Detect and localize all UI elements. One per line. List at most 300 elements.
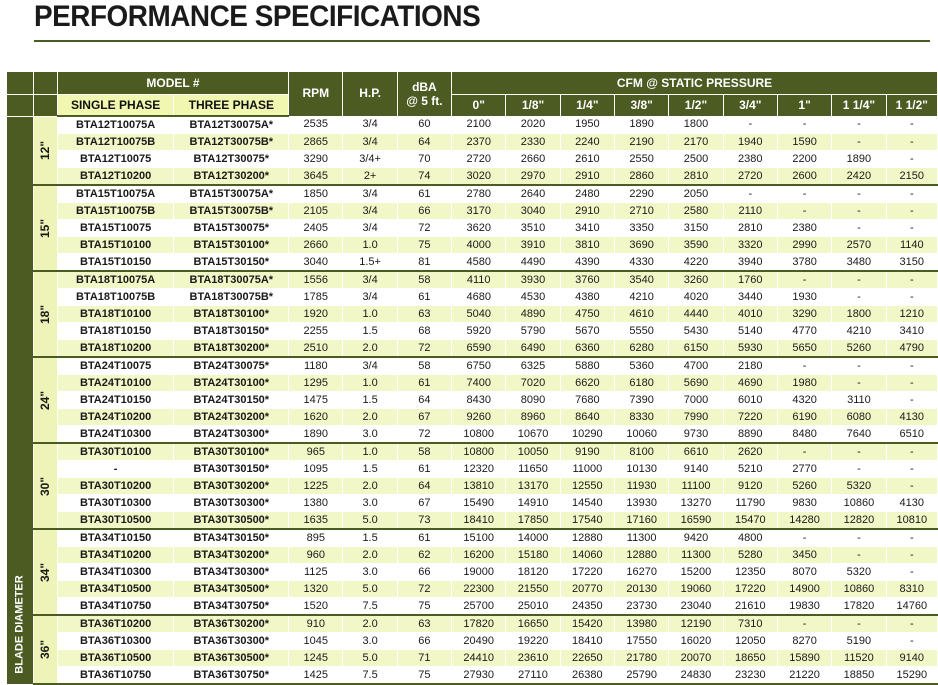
hp-value: 3/4 xyxy=(343,203,397,220)
cfm-value: 17820 xyxy=(832,598,886,616)
cfm-value: - xyxy=(777,615,831,633)
cfm-value: 21220 xyxy=(777,667,831,685)
cfm-value: - xyxy=(886,615,937,633)
three-phase-model: BTA24T30100* xyxy=(174,375,289,392)
cfm-value: 4770 xyxy=(777,323,831,340)
dba-label: dBA xyxy=(412,79,437,94)
table-row xyxy=(7,615,938,633)
dba-value: 71 xyxy=(397,650,451,667)
cfm-value: 4220 xyxy=(669,254,723,272)
cfm-value: - xyxy=(832,357,886,375)
single-phase-model: BTA30T10200 xyxy=(57,478,174,495)
single-phase-model: BTA36T10300 xyxy=(57,633,174,650)
cfm-value: 6190 xyxy=(777,409,831,426)
cfm-value: 2500 xyxy=(669,151,723,168)
cfm-value: 15420 xyxy=(560,615,614,633)
hp-header: H.P. xyxy=(343,72,397,116)
diameter-text: 36" xyxy=(37,639,52,660)
hp-value: 1.0 xyxy=(343,443,397,461)
cfm-value: 10130 xyxy=(615,461,669,478)
cfm-value: 4330 xyxy=(615,254,669,272)
cfm-value: 22650 xyxy=(560,650,614,667)
cfm-value: - xyxy=(832,461,886,478)
cfm-value: 2620 xyxy=(723,443,777,461)
table-row xyxy=(7,116,938,134)
cfm-value: 14280 xyxy=(777,512,831,530)
three-phase-model: BTA18T30100* xyxy=(174,306,289,323)
single-phase-model: BTA30T10300 xyxy=(57,495,174,512)
rpm-value: 1850 xyxy=(289,185,343,203)
cfm-value: 7400 xyxy=(452,375,506,392)
cfm-value: 4010 xyxy=(723,306,777,323)
cfm-value: - xyxy=(886,134,937,151)
diameter-group-label xyxy=(33,271,57,357)
three-phase-model: BTA12T30075* xyxy=(174,151,289,168)
rpm-value: 1320 xyxy=(289,581,343,598)
three-phase-model: BTA34T30300* xyxy=(174,564,289,581)
single-phase-model: - xyxy=(57,461,174,478)
single-phase-model: BTA18T10075B xyxy=(57,289,174,306)
cfm-value: 2550 xyxy=(615,151,669,168)
cfm-value: 10800 xyxy=(452,443,506,461)
cfm-value: 4000 xyxy=(452,237,506,254)
single-phase-model: BTA12T10200 xyxy=(57,168,174,186)
cfm-value: 9140 xyxy=(886,650,937,667)
cfm-value: 6750 xyxy=(452,357,506,375)
hp-value: 3/4 xyxy=(343,220,397,237)
cfm-value: 5210 xyxy=(723,461,777,478)
dba-value: 72 xyxy=(397,581,451,598)
single-phase-model: BTA34T10200 xyxy=(57,547,174,564)
cfm-value: 1800 xyxy=(669,116,723,134)
hp-value: 3/4 xyxy=(343,357,397,375)
cfm-value: 1930 xyxy=(777,289,831,306)
single-phase-model: BTA12T10075A xyxy=(57,116,174,134)
cfm-value: 2380 xyxy=(723,151,777,168)
corner-cell xyxy=(7,72,33,95)
rpm-value: 1556 xyxy=(289,271,343,289)
single-phase-model: BTA15T10075A xyxy=(57,185,174,203)
table-row xyxy=(7,375,938,392)
cfm-value: 2600 xyxy=(777,168,831,186)
cfm-value: 25790 xyxy=(615,667,669,685)
hp-value: 2.0 xyxy=(343,547,397,564)
three-phase-model: BTA12T30075B* xyxy=(174,134,289,151)
three-phase-header: THREE PHASE xyxy=(174,95,289,117)
corner-cell xyxy=(33,95,57,117)
dba-header xyxy=(397,72,451,116)
rpm-value: 1635 xyxy=(289,512,343,530)
cfm-value: 8270 xyxy=(777,633,831,650)
cfm-value: 10050 xyxy=(506,443,560,461)
table-row xyxy=(7,667,938,685)
single-phase-model: BTA30T10500 xyxy=(57,512,174,530)
dba-value: 58 xyxy=(397,443,451,461)
three-phase-model: BTA15T30100* xyxy=(174,237,289,254)
dba-value: 75 xyxy=(397,237,451,254)
cfm-value: 4750 xyxy=(560,306,614,323)
pressure-header: 1/2" xyxy=(669,95,723,117)
cfm-value: 2200 xyxy=(777,151,831,168)
table-row xyxy=(7,392,938,409)
cfm-value: 6590 xyxy=(452,340,506,358)
three-phase-model: BTA34T30500* xyxy=(174,581,289,598)
cfm-value: - xyxy=(777,116,831,134)
cfm-value: - xyxy=(832,443,886,461)
cfm-value: - xyxy=(886,357,937,375)
cfm-value: - xyxy=(886,116,937,134)
rpm-value: 1095 xyxy=(289,461,343,478)
cfm-value: 4580 xyxy=(452,254,506,272)
hp-value: 1.5 xyxy=(343,392,397,409)
cfm-value: 2240 xyxy=(560,134,614,151)
cfm-value: 5140 xyxy=(723,323,777,340)
dba-value: 61 xyxy=(397,185,451,203)
hp-value: 1.5+ xyxy=(343,254,397,272)
hp-value: 7.5 xyxy=(343,667,397,685)
rpm-value: 2255 xyxy=(289,323,343,340)
cfm-value: 1940 xyxy=(723,134,777,151)
cfm-value: 15890 xyxy=(777,650,831,667)
hp-value: 2.0 xyxy=(343,615,397,633)
cfm-value: 8960 xyxy=(506,409,560,426)
cfm-value: 17550 xyxy=(615,633,669,650)
hp-value: 3.0 xyxy=(343,495,397,512)
three-phase-model: BTA34T30200* xyxy=(174,547,289,564)
cfm-value: - xyxy=(886,564,937,581)
cfm-value: 27110 xyxy=(506,667,560,685)
cfm-value: 8330 xyxy=(615,409,669,426)
dba-value: 68 xyxy=(397,323,451,340)
hp-value: 3/4 xyxy=(343,271,397,289)
cfm-value: - xyxy=(886,478,937,495)
cfm-value: 4490 xyxy=(506,254,560,272)
cfm-value: 17160 xyxy=(615,512,669,530)
cfm-value: 1890 xyxy=(832,151,886,168)
cfm-value: 13980 xyxy=(615,615,669,633)
cfm-value: 1890 xyxy=(615,116,669,134)
cfm-value: 12820 xyxy=(832,512,886,530)
rpm-value: 2660 xyxy=(289,237,343,254)
hp-value: 3.0 xyxy=(343,633,397,650)
cfm-value: 1140 xyxy=(886,237,937,254)
rpm-value: 1890 xyxy=(289,426,343,444)
cfm-value: - xyxy=(886,443,937,461)
cfm-value: 4390 xyxy=(560,254,614,272)
cfm-value: 3910 xyxy=(506,237,560,254)
cfm-value: 3760 xyxy=(560,271,614,289)
cfm-value: 15200 xyxy=(669,564,723,581)
cfm-value: 3810 xyxy=(560,237,614,254)
cfm-value: 2970 xyxy=(506,168,560,186)
dba-value: 61 xyxy=(397,461,451,478)
table-row xyxy=(7,134,938,151)
cfm-value: 14000 xyxy=(506,529,560,547)
cfm-value: 4530 xyxy=(506,289,560,306)
cfm-value: 2050 xyxy=(669,185,723,203)
cfm-value: 8430 xyxy=(452,392,506,409)
pressure-header: 1/8" xyxy=(506,95,560,117)
cfm-value: 3260 xyxy=(669,271,723,289)
cfm-value: 2480 xyxy=(560,185,614,203)
cfm-value: 14760 xyxy=(886,598,937,616)
cfm-value: 5550 xyxy=(615,323,669,340)
cfm-value: - xyxy=(886,289,937,306)
cfm-value: 8310 xyxy=(886,581,937,598)
hp-value: 3/4+ xyxy=(343,151,397,168)
table-row xyxy=(7,254,938,272)
three-phase-model: BTA24T30150* xyxy=(174,392,289,409)
cfm-value: 12350 xyxy=(723,564,777,581)
cfm-value: - xyxy=(886,633,937,650)
hp-value: 5.0 xyxy=(343,581,397,598)
cfm-value: 15470 xyxy=(723,512,777,530)
cfm-value: 2640 xyxy=(506,185,560,203)
cfm-value: 3350 xyxy=(615,220,669,237)
cfm-value: 5880 xyxy=(560,357,614,375)
cfm-value: 2770 xyxy=(777,461,831,478)
cfm-value: 11520 xyxy=(832,650,886,667)
cfm-value: 2580 xyxy=(669,203,723,220)
cfm-value: 2190 xyxy=(615,134,669,151)
cfm-value: 23040 xyxy=(669,598,723,616)
single-phase-model: BTA15T10075 xyxy=(57,220,174,237)
table-row xyxy=(7,650,938,667)
rpm-value: 2405 xyxy=(289,220,343,237)
three-phase-model: BTA30T30500* xyxy=(174,512,289,530)
table-row xyxy=(7,581,938,598)
rpm-value: 2105 xyxy=(289,203,343,220)
model-header: MODEL # xyxy=(57,72,288,95)
rpm-value: 1475 xyxy=(289,392,343,409)
rpm-value: 1425 xyxy=(289,667,343,685)
cfm-value: 5260 xyxy=(777,478,831,495)
cfm-value: 6360 xyxy=(560,340,614,358)
cfm-value: - xyxy=(832,134,886,151)
cfm-value: 8070 xyxy=(777,564,831,581)
cfm-value: 12880 xyxy=(615,547,669,564)
cfm-value: 11300 xyxy=(669,547,723,564)
cfm-value: 14900 xyxy=(777,581,831,598)
dba-value: 61 xyxy=(397,375,451,392)
cfm-value: 3780 xyxy=(777,254,831,272)
single-phase-model: BTA24T10300 xyxy=(57,426,174,444)
cfm-value: 3170 xyxy=(452,203,506,220)
cfm-value: 8890 xyxy=(723,426,777,444)
cfm-value: 8090 xyxy=(506,392,560,409)
table-row xyxy=(7,289,938,306)
cfm-value: 5360 xyxy=(615,357,669,375)
table-row xyxy=(7,633,938,650)
cfm-value: 15490 xyxy=(452,495,506,512)
hp-value: 3.0 xyxy=(343,426,397,444)
cfm-value: 24350 xyxy=(560,598,614,616)
cfm-value: 9730 xyxy=(669,426,723,444)
rpm-value: 1380 xyxy=(289,495,343,512)
rpm-value: 965 xyxy=(289,443,343,461)
rpm-header: RPM xyxy=(289,72,343,116)
cfm-value: - xyxy=(886,392,937,409)
cfm-value: 21550 xyxy=(506,581,560,598)
pressure-header: 3/4" xyxy=(723,95,777,117)
cfm-value: 3510 xyxy=(506,220,560,237)
cfm-value: 2290 xyxy=(615,185,669,203)
hp-value: 3/4 xyxy=(343,289,397,306)
table-row xyxy=(7,598,938,616)
cfm-value: 20490 xyxy=(452,633,506,650)
cfm-value: 7310 xyxy=(723,615,777,633)
dba-value: 63 xyxy=(397,306,451,323)
single-phase-model: BTA30T10100 xyxy=(57,443,174,461)
three-phase-model: BTA34T30750* xyxy=(174,598,289,616)
cfm-value: 5260 xyxy=(832,340,886,358)
cfm-value: - xyxy=(723,116,777,134)
cfm-value: 3940 xyxy=(723,254,777,272)
cfm-value: 20130 xyxy=(615,581,669,598)
cfm-value: 4790 xyxy=(886,340,937,358)
cfm-value: 12190 xyxy=(669,615,723,633)
three-phase-model: BTA36T30300* xyxy=(174,633,289,650)
cfm-value: 16270 xyxy=(615,564,669,581)
rpm-value: 1520 xyxy=(289,598,343,616)
cfm-value: 19830 xyxy=(777,598,831,616)
cfm-value: 6280 xyxy=(615,340,669,358)
cfm-value: 4610 xyxy=(615,306,669,323)
three-phase-model: BTA36T30750* xyxy=(174,667,289,685)
three-phase-model: BTA15T30075A* xyxy=(174,185,289,203)
rpm-value: 1620 xyxy=(289,409,343,426)
cfm-value: 2330 xyxy=(506,134,560,151)
cfm-value: 3620 xyxy=(452,220,506,237)
rpm-value: 910 xyxy=(289,615,343,633)
table-row xyxy=(7,168,938,186)
dba-value: 72 xyxy=(397,426,451,444)
cfm-value: 19220 xyxy=(506,633,560,650)
rpm-value: 1225 xyxy=(289,478,343,495)
cfm-value: - xyxy=(886,185,937,203)
cfm-value: 2810 xyxy=(669,168,723,186)
single-phase-model: BTA36T10500 xyxy=(57,650,174,667)
cfm-value: 2020 xyxy=(506,116,560,134)
cfm-value: - xyxy=(777,185,831,203)
cfm-value: 11000 xyxy=(560,461,614,478)
cfm-value: - xyxy=(832,289,886,306)
cfm-value: 10670 xyxy=(506,426,560,444)
cfm-value: - xyxy=(777,529,831,547)
table-row xyxy=(7,478,938,495)
cfm-value: 2720 xyxy=(723,168,777,186)
cfm-value: 15100 xyxy=(452,529,506,547)
blade-diameter-label xyxy=(7,116,33,684)
single-phase-model: BTA18T10150 xyxy=(57,323,174,340)
cfm-value: - xyxy=(886,461,937,478)
three-phase-model: BTA18T30075B* xyxy=(174,289,289,306)
cfm-value: 3150 xyxy=(669,220,723,237)
three-phase-model: BTA30T30200* xyxy=(174,478,289,495)
cfm-value: 19060 xyxy=(669,581,723,598)
cfm-value: 2780 xyxy=(452,185,506,203)
cfm-value: - xyxy=(886,529,937,547)
cfm-value: 2370 xyxy=(452,134,506,151)
three-phase-model: BTA18T30200* xyxy=(174,340,289,358)
cfm-value: 23230 xyxy=(723,667,777,685)
cfm-value: 4800 xyxy=(723,529,777,547)
cfm-value: 2720 xyxy=(452,151,506,168)
rpm-value: 960 xyxy=(289,547,343,564)
cfm-value: 21780 xyxy=(615,650,669,667)
cfm-value: 7000 xyxy=(669,392,723,409)
cfm-value: 24830 xyxy=(669,667,723,685)
cfm-value: 3690 xyxy=(615,237,669,254)
dba-value: 64 xyxy=(397,478,451,495)
single-phase-model: BTA15T10100 xyxy=(57,237,174,254)
hp-value: 1.5 xyxy=(343,323,397,340)
cfm-value: 5320 xyxy=(832,478,886,495)
cfm-value: - xyxy=(832,220,886,237)
cfm-value: 8100 xyxy=(615,443,669,461)
cfm-value: 17220 xyxy=(560,564,614,581)
cfm-value: 3440 xyxy=(723,289,777,306)
rpm-value: 2510 xyxy=(289,340,343,358)
cfm-value: 5320 xyxy=(832,564,886,581)
rpm-value: 2865 xyxy=(289,134,343,151)
cfm-value: 10810 xyxy=(886,512,937,530)
cfm-value: 5670 xyxy=(560,323,614,340)
cfm-value: 2150 xyxy=(886,168,937,186)
diameter-text: 30" xyxy=(37,476,52,496)
hp-value: 3/4 xyxy=(343,116,397,134)
cfm-value: 9120 xyxy=(723,478,777,495)
rpm-value: 1180 xyxy=(289,357,343,375)
table-row xyxy=(7,185,938,203)
cfm-value: 5190 xyxy=(832,633,886,650)
performance-table-container xyxy=(7,72,938,685)
pressure-header: 3/8" xyxy=(615,95,669,117)
cfm-header: CFM @ STATIC PRESSURE xyxy=(452,72,938,95)
cfm-value: - xyxy=(832,185,886,203)
diameter-text: 15" xyxy=(37,218,52,238)
cfm-value: 12550 xyxy=(560,478,614,495)
three-phase-model: BTA15T30075* xyxy=(174,220,289,237)
three-phase-model: BTA24T30200* xyxy=(174,409,289,426)
cfm-value: 4890 xyxy=(506,306,560,323)
cfm-value: 17540 xyxy=(560,512,614,530)
table-row xyxy=(7,357,938,375)
cfm-value: - xyxy=(886,271,937,289)
cfm-value: 7680 xyxy=(560,392,614,409)
rpm-value: 2535 xyxy=(289,116,343,134)
pressure-header: 0" xyxy=(452,95,506,117)
cfm-value: 5430 xyxy=(669,323,723,340)
dba-value: 72 xyxy=(397,220,451,237)
cfm-value: 12320 xyxy=(452,461,506,478)
dba-value: 61 xyxy=(397,529,451,547)
cfm-value: 4380 xyxy=(560,289,614,306)
rpm-value: 1125 xyxy=(289,564,343,581)
dba-value: 64 xyxy=(397,134,451,151)
dba-value: 62 xyxy=(397,547,451,564)
cfm-value: 4700 xyxy=(669,357,723,375)
single-phase-model: BTA36T10200 xyxy=(57,615,174,633)
cfm-value: 21610 xyxy=(723,598,777,616)
hp-value: 5.0 xyxy=(343,650,397,667)
single-phase-model: BTA15T10150 xyxy=(57,254,174,272)
cfm-value: - xyxy=(832,271,886,289)
cfm-value: 3540 xyxy=(615,271,669,289)
cfm-value: 1760 xyxy=(723,271,777,289)
cfm-value: 1980 xyxy=(777,375,831,392)
cfm-value: 20770 xyxy=(560,581,614,598)
